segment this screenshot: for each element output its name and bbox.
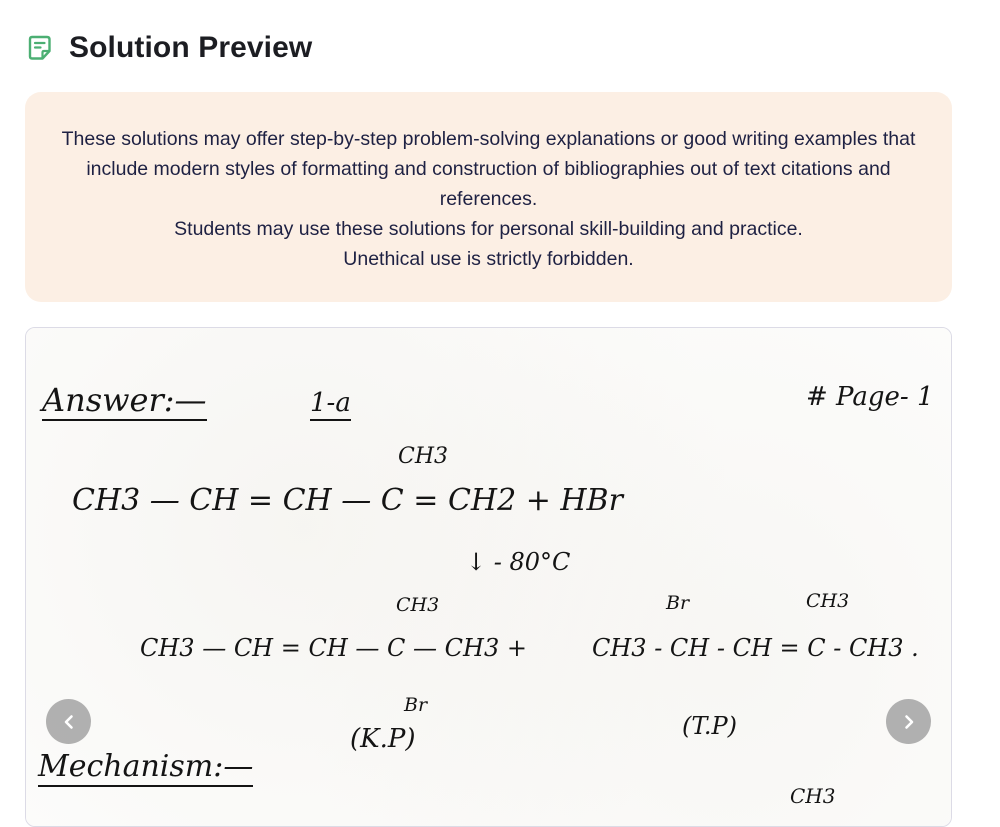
previous-page-button[interactable]	[46, 699, 91, 744]
mechanism-label: Mechanism:—	[38, 752, 253, 787]
reactant-substituent: CH3	[398, 444, 449, 469]
page-number-label: # Page- 1	[806, 382, 934, 412]
product1-substituent-top: CH3	[396, 594, 440, 616]
page-header	[28, 28, 312, 68]
notice-line-2: Students may use these solutions for personal skill-building and practice.	[174, 218, 803, 240]
notice-line-1: These solutions may offer step-by-step problem-solving explanations or good writing examples that include modern styles of formatting and construction of bibliographies out of text citations and references.	[61, 128, 916, 210]
solution-preview-card	[25, 327, 952, 827]
chevron-right-icon	[900, 713, 918, 731]
reactant-equation: CH3 — CH = CH — C = CH2 + HBr	[72, 483, 623, 518]
question-number: 1-a	[310, 390, 351, 421]
disclaimer-notice	[25, 92, 952, 302]
notice-line-3: Unethical use is strictly forbidden.	[343, 248, 634, 270]
product1-formula: CH3 — CH = CH — C — CH3 +	[140, 634, 527, 662]
chevron-left-icon	[60, 713, 78, 731]
document-note-icon	[28, 35, 52, 61]
product2-label: (T.P)	[682, 712, 737, 740]
product1-label: (K.P)	[350, 724, 416, 754]
handwritten-solution-image	[26, 328, 951, 826]
answer-label: Answer:—	[42, 381, 207, 419]
product1-substituent-bottom: Br	[404, 694, 428, 716]
product2-formula: CH3 - CH - CH = C - CH3 .	[592, 634, 919, 662]
reaction-condition: ↓ - 80°C	[466, 548, 571, 576]
page-title: Solution Preview	[69, 31, 313, 64]
product2-substituent-ch3: CH3	[806, 590, 850, 612]
partial-bottom-text: CH3	[790, 784, 836, 808]
product2-substituent-br: Br	[666, 592, 690, 614]
next-page-button[interactable]	[886, 699, 931, 744]
